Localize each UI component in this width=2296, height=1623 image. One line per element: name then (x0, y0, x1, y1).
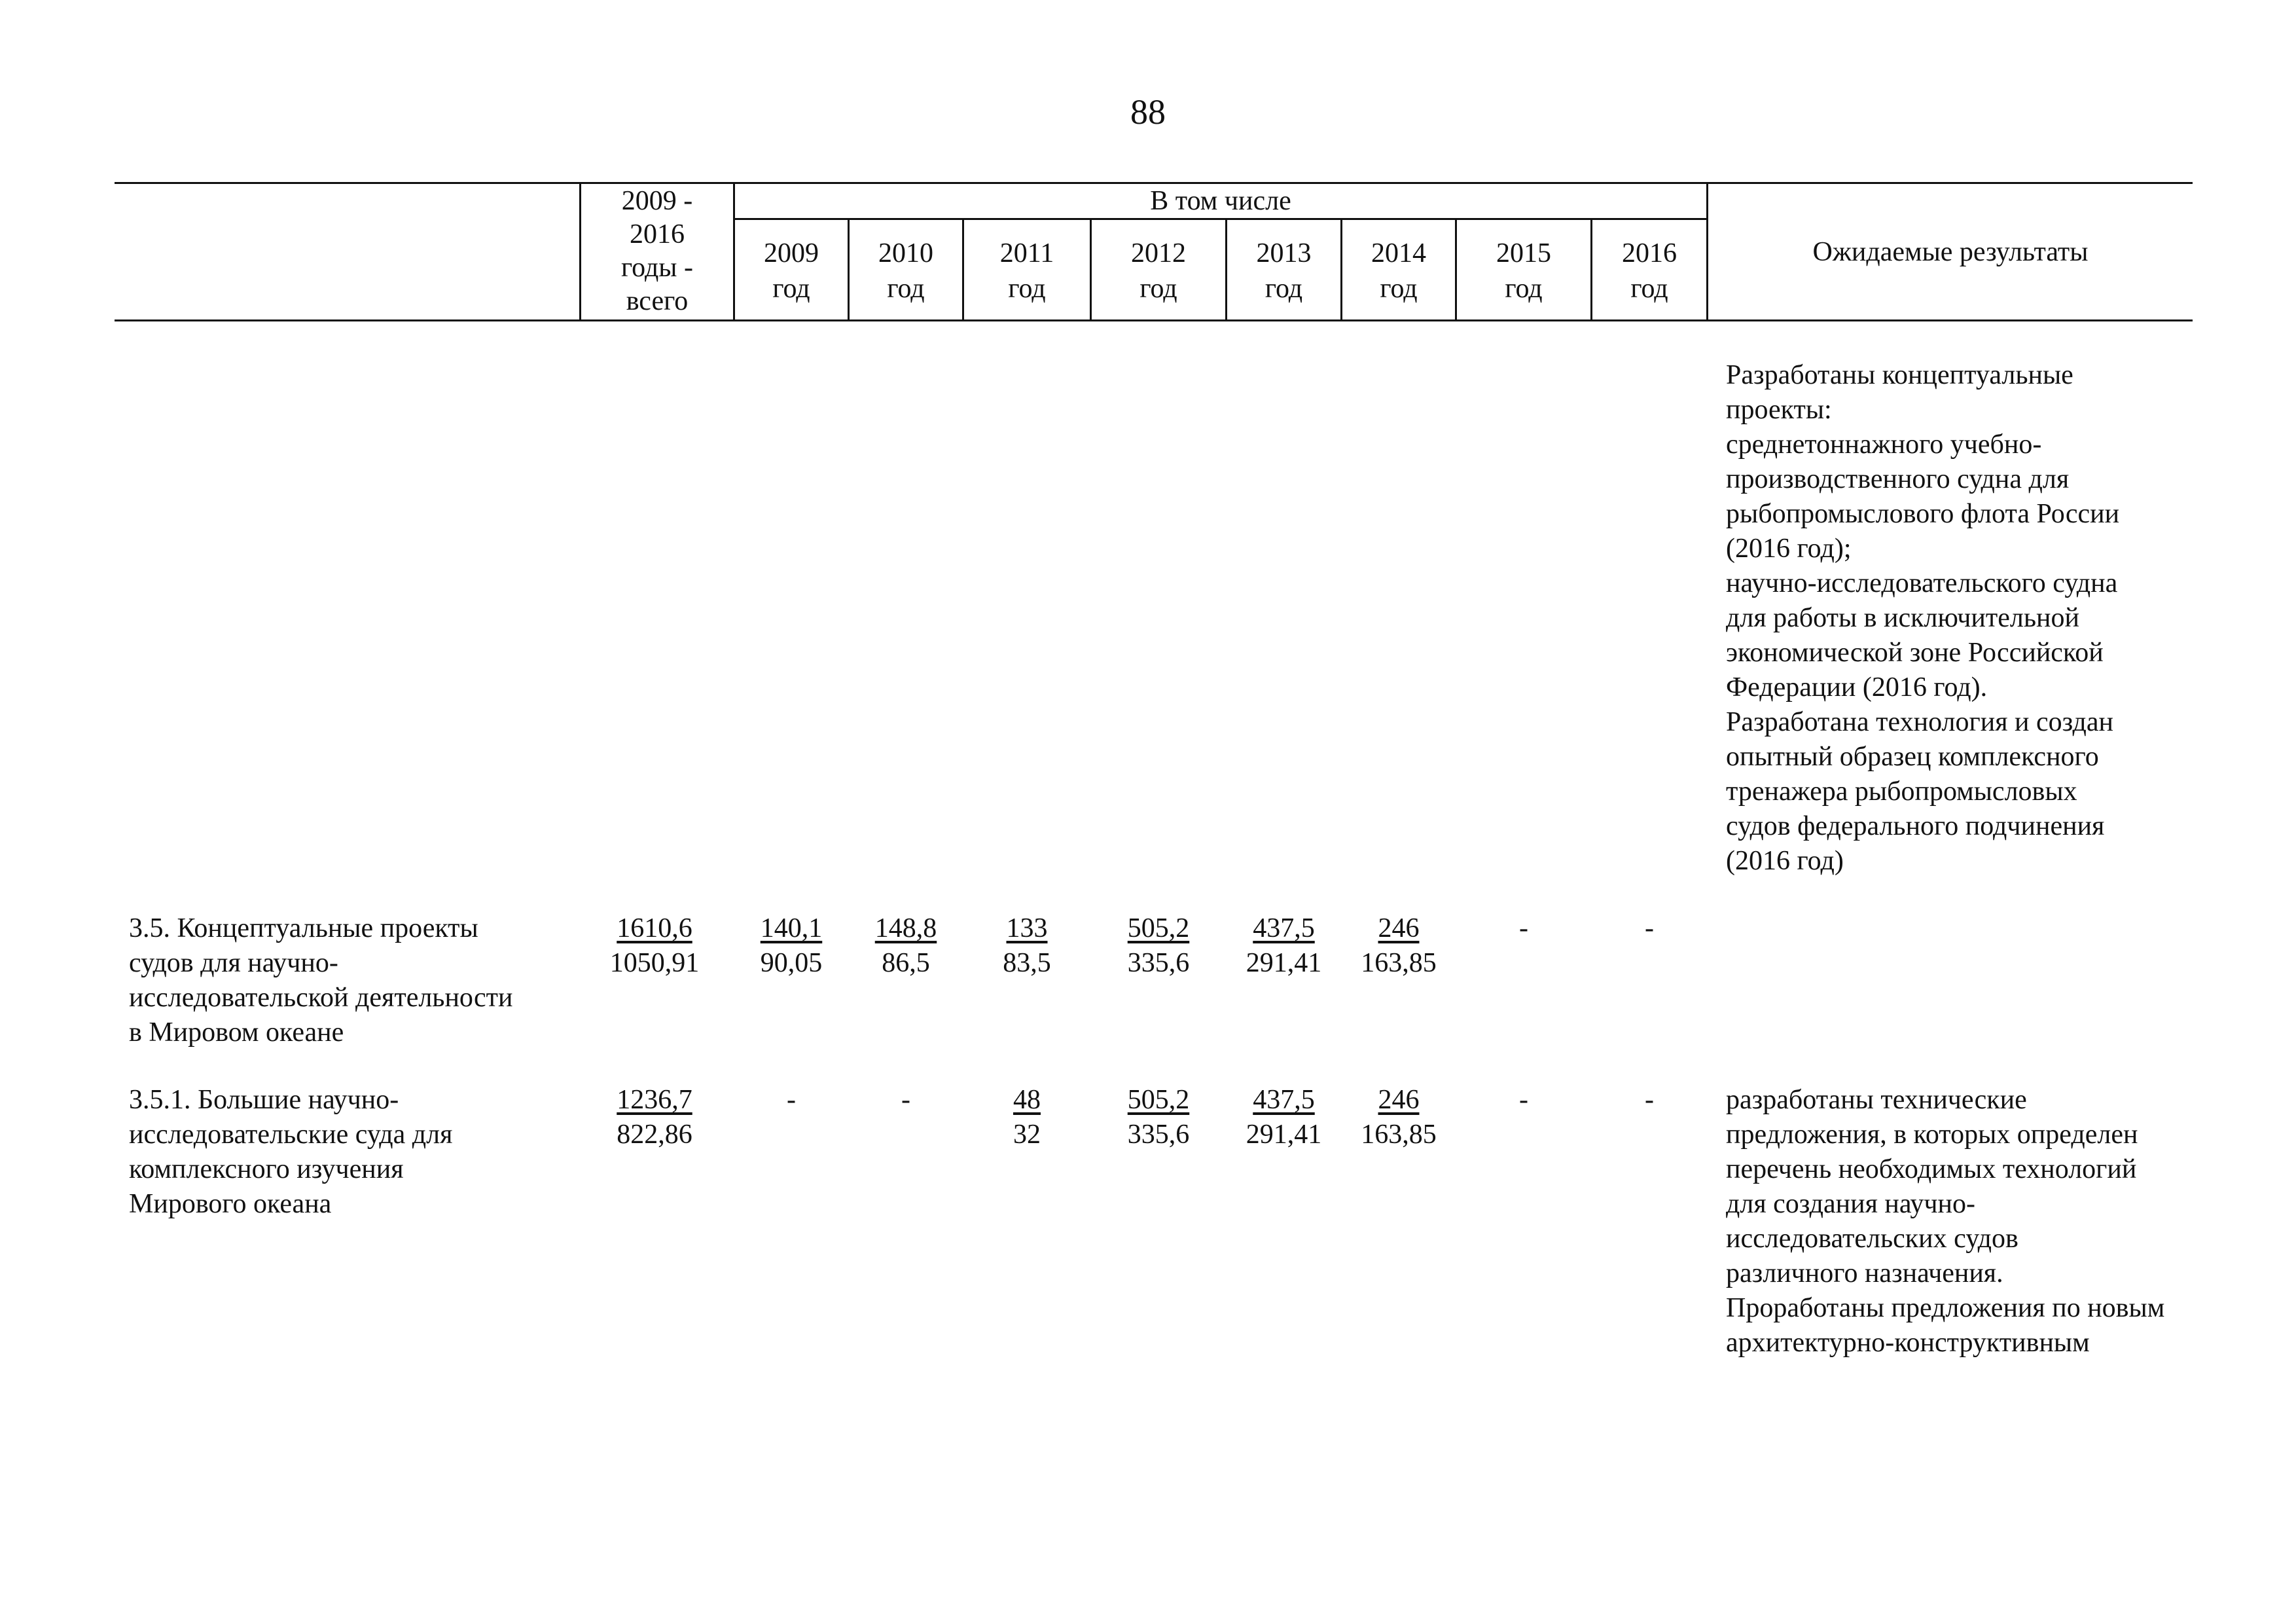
row-3-5-2009: 140,1 90,05 (760, 913, 823, 978)
header-year-2013: 2013 год (1256, 238, 1312, 304)
header-year-2015: 2015 год (1496, 238, 1551, 304)
row-3-5-1-2011: 48 32 (1013, 1085, 1041, 1150)
page-number: 88 (1130, 92, 1166, 132)
row-3-5-2014: 246 163,85 (1361, 913, 1437, 978)
row-3-5-1-2013: 437,5 291,41 (1246, 1085, 1322, 1150)
header-including: В том числе (1150, 186, 1291, 216)
header-year-2011: 2011 год (999, 238, 1054, 304)
row-3-5-1-2009: - (787, 1085, 796, 1115)
row-3-5-1-2012: 505,2 335,6 (1127, 1085, 1190, 1150)
row-3-5-1-results: разработаны технические предложения, в которых определен перечень необходимых технологий для создания научно- исследовательских судов различного назначения. Проработаны предложения по новым архитектурно-конструктивным (1726, 1085, 2165, 1358)
row-3-5-2012: 505,2 335,6 (1127, 913, 1190, 978)
header-year-2012: 2012 год (1131, 238, 1186, 304)
row-3-5-name: 3.5. Концептуальные проекты судов для научно- исследовательской деятельности в Мировом океане (129, 913, 513, 1048)
row-3-5-1-2015: - (1519, 1085, 1528, 1115)
header-year-2014: 2014 год (1371, 238, 1426, 304)
row-3-5-2011: 133 83,5 (1003, 913, 1051, 978)
header-results: Ожидаемые результаты (1812, 237, 2089, 267)
header-bottom-rule (115, 319, 2193, 321)
row-3-5-2015: - (1519, 913, 1528, 943)
row-3-5-1-total: 1236,7 822,86 (617, 1085, 692, 1150)
row-3-5-1-2014: 246 163,85 (1361, 1085, 1437, 1150)
prior-results-text: Разработаны концептуальные проекты: среднетоннажного учебно- производственного судна для рыбопромыслового флота России (2016 год); научно-исследовательского судна для работы в исключительной экономической зоне Российской Федерации (2016 год). Разработана технология и создан опытный образец комплексного тренажера рыбопромысловых судов федерального подчинения (2016 год) (1726, 360, 2120, 876)
row-3-5-2010: 148,8 86,5 (874, 913, 937, 978)
header-year-2010: 2010 год (878, 238, 933, 304)
row-3-5-1-2016: - (1645, 1085, 1654, 1115)
header-total-column: 2009 - 2016 годы - всего (620, 186, 694, 316)
row-3-5-2016: - (1645, 913, 1654, 943)
row-3-5-2013: 437,5 291,41 (1246, 913, 1322, 978)
header-year-2009: 2009 год (764, 238, 819, 304)
row-3-5-1-name: 3.5.1. Большие научно- исследовательские суда для комплексного изучения Мирового океана (129, 1085, 453, 1219)
header-year-2016: 2016 год (1622, 238, 1677, 304)
row-3-5-1-2010: - (901, 1085, 910, 1115)
row-3-5-total: 1610,6 1050,91 (609, 913, 700, 978)
